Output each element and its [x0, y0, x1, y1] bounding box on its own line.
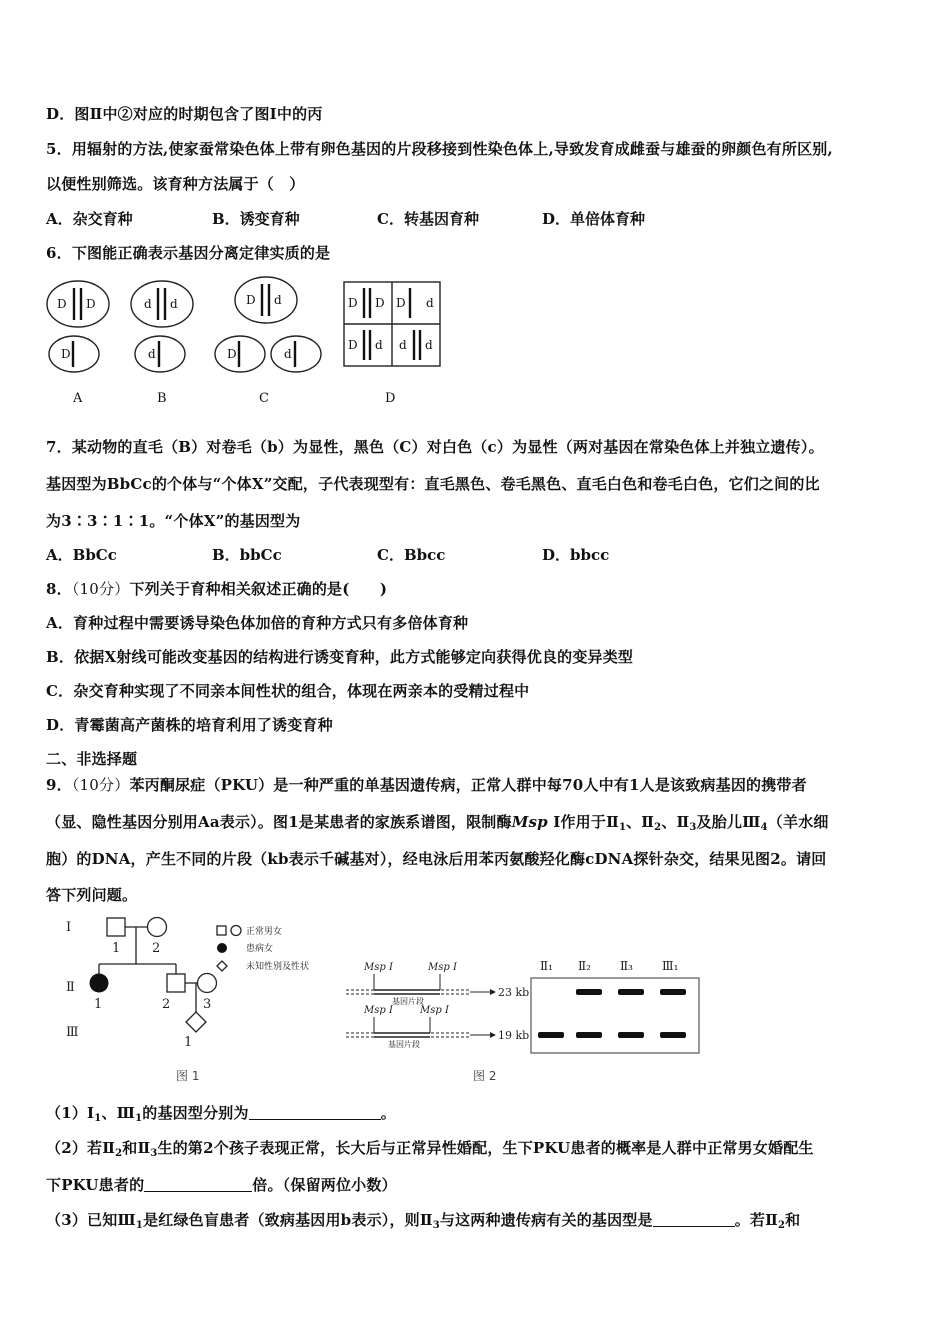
individual-number: 3: [203, 997, 212, 1012]
band-size-19kb: 19 kb: [498, 1029, 530, 1042]
legend-unknown: 未知性别及性状: [246, 962, 310, 972]
figure-label-b: B: [157, 391, 167, 406]
text-part: 和: [785, 1211, 801, 1229]
allele-label: d: [144, 297, 152, 311]
fragment-label: 基因片段: [392, 997, 424, 1006]
gel-band: [576, 989, 602, 995]
q7-option-b: B．bbCc: [212, 546, 282, 564]
allele-label: D: [375, 296, 385, 310]
q8-stem-text: 下列关于育种相关叙述正确的是( ): [129, 580, 388, 598]
allele-label: D: [227, 347, 237, 361]
allele-label: d: [170, 297, 178, 311]
figure1-caption: 图 1: [176, 1069, 200, 1083]
q7-option-d: D．bbcc: [542, 546, 610, 564]
text-part: 的基因型分别为: [142, 1104, 249, 1122]
subscript: 1: [135, 1220, 144, 1231]
q7-stem-line2: 基因型为BbCc的个体与“个体X”交配，子代表现型有：直毛黑色、卷毛黑色、直毛白色和卷毛白色，它们之间的比: [46, 475, 820, 493]
legend-affected: 患病女: [246, 944, 274, 954]
q5-option-a: A．杂交育种: [46, 210, 133, 228]
q8-stem: [46, 578, 387, 599]
q9-number: 9．: [46, 776, 72, 794]
q9-line4: 答下列问题。: [46, 886, 138, 904]
q5-option-d: D．单倍体育种: [542, 210, 646, 228]
allele-label: d: [274, 293, 282, 307]
legend-normal: 正常男女: [246, 927, 283, 937]
q6-stem: 6．下图能正确表示基因分离定律实质的是: [46, 244, 331, 262]
msp-label: Msp I: [364, 962, 393, 973]
q7-stem-line3: 为3∶3∶1∶1。“个体X”的基因型为: [46, 512, 301, 530]
allele-label: d: [426, 296, 434, 310]
generation-label-ii: Ⅱ: [66, 980, 75, 995]
figure-label-c: C: [259, 391, 269, 406]
text-part: （1）I: [46, 1104, 95, 1122]
gel-band: [538, 1032, 564, 1038]
figure-label-a: A: [73, 391, 83, 406]
q9-line3: 胞）的DNA，产生不同的片段（kb表示千碱基对），经电泳后用苯丙氨酸羟化酶cDNA探针杂交，结果见图2。请回: [46, 850, 827, 868]
individual-number: 1: [94, 997, 103, 1012]
subscript: 3: [432, 1220, 440, 1231]
individual-number: 2: [162, 997, 171, 1012]
text-part: 。若Ⅱ: [734, 1211, 778, 1229]
lane-label: Ⅱ₂: [578, 959, 591, 973]
gel-band: [576, 1032, 602, 1038]
gel-band: [660, 1032, 686, 1038]
generation-label-i: Ⅰ: [66, 920, 72, 935]
allele-label: D: [57, 297, 67, 311]
individual-number: 2: [152, 941, 161, 956]
allele-label: d: [399, 338, 407, 352]
allele-label: D: [246, 293, 256, 307]
q5-option-c: C．转基因育种: [377, 210, 479, 228]
lane-label: Ⅲ₁: [662, 959, 679, 973]
q9-subquestion-2-line1: [46, 1137, 814, 1159]
q8-option-c: C．杂交育种实现了不同亲本间性状的组合，体现在两亲本的受精过程中: [46, 682, 530, 700]
q8-option-b: B．依据X射线可能改变基因的结构进行诱变育种，此方式能够定向获得优良的变异类型: [46, 648, 634, 666]
text-part: （2）若Ⅱ: [46, 1139, 116, 1157]
q9-score: （10分）: [71, 776, 130, 794]
allele-label: D: [348, 338, 358, 352]
q9-line2-part: 及胎儿Ⅲ: [696, 813, 761, 831]
allele-label: D: [348, 296, 358, 310]
subscript: 2: [115, 1148, 123, 1159]
figure2-caption: 图 2: [473, 1069, 497, 1083]
msp-label: Msp I: [364, 1005, 393, 1016]
band-size-23kb: 23 kb: [498, 986, 530, 999]
q6-cell-figure: [44, 274, 464, 414]
allele-label: d: [375, 338, 383, 352]
q7-option-c: C．Bbcc: [377, 546, 446, 564]
answer-blank-1[interactable]: [249, 1105, 381, 1120]
q8-option-a: A．育种过程中需要诱导染色体加倍的育种方式只有多倍体育种: [46, 614, 469, 632]
subscript: 1: [94, 1113, 102, 1124]
q8-score: （10分）: [71, 580, 130, 598]
text-part: 生的第2个孩子表现正常，长大后与正常异性婚配，生下PKU患者的概率是人群中正常男女婚配生: [157, 1139, 814, 1157]
q9-line1-text: 苯丙酮尿症（PKU）是一种严重的单基因遗传病，正常人群中每70人中有1人是该致病基因的携带者: [129, 776, 807, 794]
enzyme-name: Msp: [511, 813, 548, 831]
pedigree-figure: [60, 910, 350, 1090]
subscript: 1: [618, 822, 627, 833]
q9-subquestion-3: [46, 1209, 800, 1231]
subscript: 4: [760, 822, 768, 833]
gel-band: [660, 989, 686, 995]
lane-label: Ⅱ₃: [620, 959, 633, 973]
q9-subquestion-2-line2: [46, 1174, 397, 1195]
q8-number: 8．: [46, 580, 72, 598]
lane-label: Ⅱ₁: [540, 959, 553, 973]
answer-blank-3[interactable]: [653, 1212, 735, 1227]
gel-band: [618, 1032, 644, 1038]
allele-label: D: [86, 297, 96, 311]
q7-stem-line1: 7．某动物的直毛（B）对卷毛（b）为显性，黑色（C）对白色（c）为显性（两对基因在常染色体上并独立遗传）。: [46, 438, 824, 456]
text-part: 是红绿色盲患者（致病基因用b表示），则Ⅱ: [143, 1211, 433, 1229]
text-part: 倍。（保留两位小数）: [252, 1176, 397, 1194]
q7-option-a: A．BbCc: [46, 546, 117, 564]
q9-line2-part: （显、隐性基因分别用Aa表示）。图1是某患者的家族系谱图，限制酶: [46, 813, 512, 831]
q5-stem-line2: 以便性别筛选。该育种方法属于（ ）: [46, 175, 305, 193]
legend-affected-symbol: [217, 943, 227, 953]
answer-blank-2[interactable]: [144, 1177, 252, 1192]
subscript: 3: [689, 822, 697, 833]
allele-label: D: [396, 296, 406, 310]
msp-label: Msp I: [420, 1005, 449, 1016]
q5-option-b: B．诱变育种: [212, 210, 300, 228]
figure-label-d: D: [385, 391, 396, 406]
text-part: 。: [380, 1104, 396, 1122]
allele-label: d: [425, 338, 433, 352]
individual-number: 1: [112, 941, 121, 956]
fragment-label: 基因片段: [388, 1040, 420, 1049]
subscript: 3: [150, 1148, 158, 1159]
msp-label: Msp I: [428, 962, 457, 973]
subscript: 2: [777, 1220, 786, 1231]
q8-option-d: D．青霉菌高产菌株的培育利用了诱变育种: [46, 716, 333, 734]
text-part: 、Ⅲ: [101, 1104, 136, 1122]
allele-label: D: [61, 347, 71, 361]
generation-label-iii: Ⅲ: [66, 1025, 79, 1040]
text-part: （3）已知Ⅲ: [46, 1211, 136, 1229]
q9-line2-part: I作用于Ⅱ: [547, 813, 619, 831]
text-part: 和Ⅱ: [122, 1139, 151, 1157]
q9-line2: [46, 811, 829, 833]
q9-line2-part: （羊水细: [767, 813, 829, 831]
q4-option-d: D．图Ⅱ中②对应的时期包含了图Ⅰ中的丙: [46, 105, 323, 123]
affected-female-symbol: [90, 974, 109, 993]
individual-number: 1: [184, 1035, 193, 1050]
allele-label: d: [148, 347, 156, 361]
q5-stem-line1: 5．用辐射的方法,使家蚕常染色体上带有卵色基因的片段移接到性染色体上,导致发育成雌蚕与雄蚕的卵颜色有所区别,: [46, 140, 833, 158]
subscript: 1: [135, 1113, 143, 1124]
text-part: 与这两种遗传病有关的基因型是: [439, 1211, 653, 1229]
q9-line2-part: 、Ⅱ: [661, 813, 690, 831]
subscript: 2: [654, 822, 662, 833]
q9-line2-part: 、Ⅱ: [626, 813, 655, 831]
allele-label: d: [284, 347, 292, 361]
q9-line1: [46, 774, 807, 795]
text-part: 下PKU患者的: [46, 1176, 145, 1194]
section-heading: 二、非选择题: [46, 750, 138, 768]
q9-subquestion-1: [46, 1102, 396, 1124]
electrophoresis-figure: [340, 950, 720, 1090]
gel-band: [618, 989, 644, 995]
